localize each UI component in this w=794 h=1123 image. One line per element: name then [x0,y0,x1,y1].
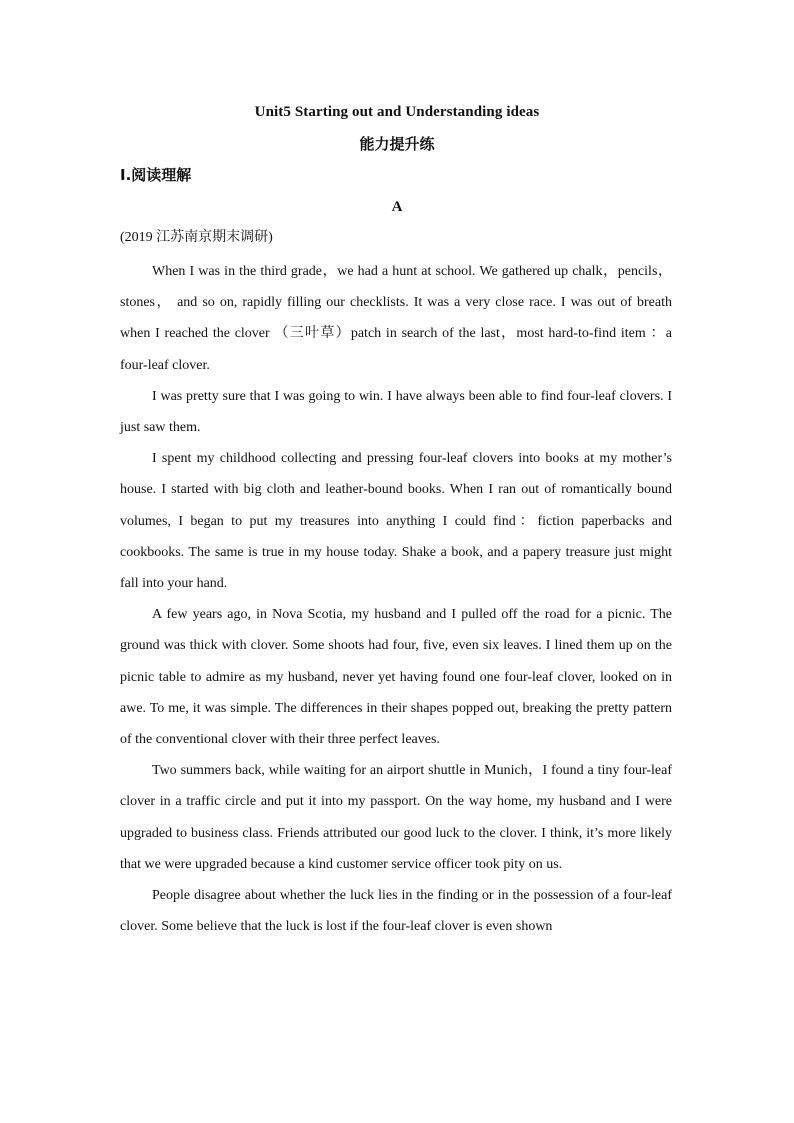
section-heading: Ⅰ.阅读理解 [120,166,192,184]
passage-source: (2019 江苏南京期末调研) [120,230,273,245]
passage-paragraph: I spent my childhood collecting and pressing four-leaf clovers into books at my mother’s house. I started with big cloth and leather-bound books. When I ran out of romantically bound volumes, I began to put my treasures into anything I could find：fiction paperbacks and cookbooks. The same is true in my house today. Shake a book, and a papery treasure just might fall into your hand. [120,451,672,592]
part-label: A [391,199,403,215]
passage-paragraph: People disagree about whether the luck lies in the finding or in the possession of a four-leaf clover. Some believe that the luck is lost if the four-leaf clover is even shown [120,888,672,935]
passage-paragraph: Two summers back, while waiting for an airport shuttle in Munich，I found a tiny four-leaf clover in a traffic circle and put it into my passport. On the way home, my husband and I were upgraded to business class. Friends attributed our good luck to the clover. I think, it’s more likely that we were upgraded because a kind customer service officer took pity on us. [120,763,672,872]
passage-paragraph: When I was in the third grade，we had a hunt at school. We gathered up chalk，pencils， stones， and so on, rapidly filling our checklists. It was a very close race. I was out of breath when I reached the clover （三叶草）patch in search of the last，most hard-to-find item ：a four-leaf clover. [120,264,672,373]
passage-paragraph: A few years ago, in Nova Scotia, my husband and I pulled off the road for a picnic. The ground was thick with clover. Some shoots had four, five, even six leaves. I lined them up on the picnic table to admire as my husband, never yet having found one four-leaf clover, looked on in awe. To me, it was simple. The differences in their shapes popped out, breaking the pretty pattern of the conventional clover with their three perfect leaves. [120,607,672,748]
page-subtitle: 能力提升练 [359,135,435,153]
passage-body [120,256,672,942]
passage-paragraph: I was pretty sure that I was going to win. I have always been able to find four-leaf clovers. I just saw them. [120,388,672,436]
page-title: Unit5 Starting out and Understanding ideas [254,104,540,120]
